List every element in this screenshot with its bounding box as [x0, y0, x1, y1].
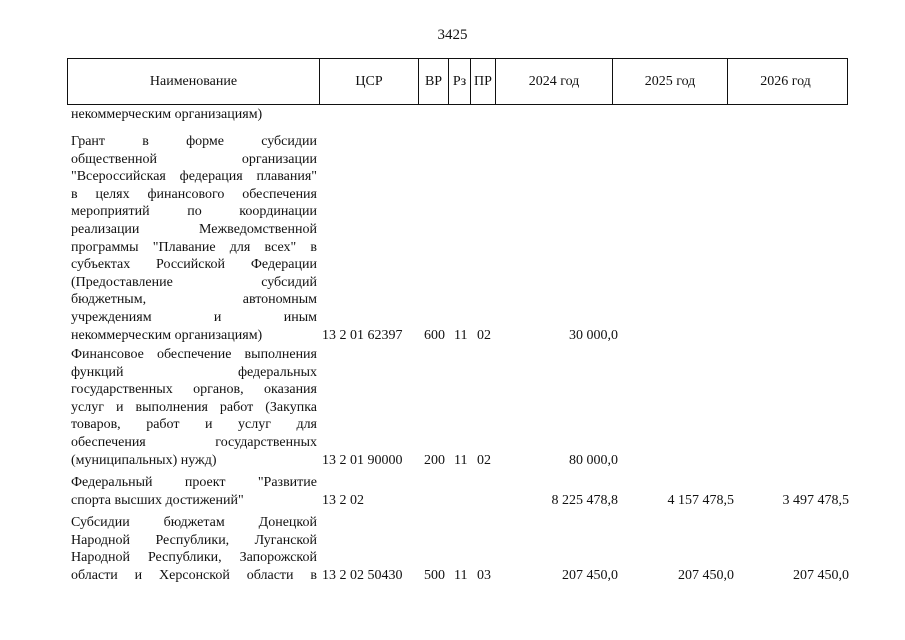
row-vr: 200 [424, 452, 445, 468]
row-name-line: области и Херсонской области в [71, 567, 317, 583]
row-pr: 02 [477, 327, 491, 343]
row-pr: 02 [477, 452, 491, 468]
row-2024: 30 000,0 [569, 327, 618, 343]
row-name-line: обеспечения государственных [71, 434, 317, 450]
row-name-line: некоммерческим организациям) [71, 107, 263, 122]
row-name [71, 133, 317, 344]
row-name [71, 514, 317, 584]
row-name-line: государственных органов, оказания [71, 382, 317, 398]
row-name-line: в целях финансового обеспечения [71, 186, 317, 202]
row-name [71, 346, 317, 469]
header-2025: 2025 год [613, 59, 728, 104]
row-rz: 11 [454, 567, 468, 583]
row-vr: 600 [424, 327, 445, 343]
row-name-line: субъектах Российской Федерации [71, 257, 317, 273]
row-name [71, 474, 317, 509]
row-csr: 13 2 02 [322, 492, 364, 508]
row-name-line: Грант в форме субсидии [71, 134, 317, 149]
header-2024: 2024 год [496, 59, 613, 104]
row-name-line: (Предоставление субсидий [71, 274, 317, 290]
row-csr: 13 2 02 50430 [322, 567, 403, 583]
row-name-line: Финансовое обеспечение выполнения [71, 347, 317, 362]
row-name [71, 106, 317, 124]
row-name-line: общественной организации [71, 151, 317, 167]
header-pr: ПР [471, 59, 496, 104]
row-rz: 11 [454, 452, 468, 468]
row-name-line: мероприятий по координации [71, 204, 317, 220]
row-name-line: (муниципальных) нужд) [71, 452, 217, 468]
header-vr: ВР [419, 59, 449, 104]
row-name-line: Федеральный проект "Развитие [71, 475, 317, 490]
row-csr: 13 2 01 90000 [322, 452, 403, 468]
header-rz: Рз [449, 59, 471, 104]
row-2024: 207 450,0 [562, 567, 618, 583]
header-csr: ЦСР [320, 59, 419, 104]
row-2024: 80 000,0 [569, 452, 618, 468]
page-number: 3425 [437, 27, 468, 43]
row-pr: 03 [477, 567, 491, 583]
header-2026: 2026 год [760, 73, 811, 89]
row-name-line: товаров, работ и услуг для [71, 417, 317, 433]
row-name-line: Субсидии бюджетам Донецкой [71, 515, 317, 530]
row-name-line: учреждениям и иным [71, 309, 317, 325]
row-name-line: бюджетным, автономным [71, 292, 317, 308]
row-name-line: Народной Республики, Запорожской [71, 550, 317, 566]
row-2025: 207 450,0 [678, 567, 734, 583]
row-name-line: функций федеральных [71, 364, 317, 380]
row-2026: 3 497 478,5 [782, 492, 849, 508]
row-name-line: реализации Межведомственной [71, 221, 317, 237]
row-2026: 207 450,0 [793, 567, 849, 583]
row-vr: 500 [424, 567, 445, 583]
table-header [67, 58, 848, 105]
row-name-line: "Всероссийская федерация плавания" [71, 169, 317, 185]
row-2025: 4 157 478,5 [667, 492, 734, 508]
row-name-line: программы "Плавание для всех" в [71, 239, 317, 255]
row-name-line: Народной Республики, Луганской [71, 532, 317, 548]
header-name: Наименование [68, 59, 320, 104]
row-rz: 11 [454, 327, 468, 343]
row-name-line: спорта высших достижений" [71, 492, 244, 508]
row-name-line: услуг и выполнения работ (Закупка [71, 399, 317, 415]
row-csr: 13 2 01 62397 [322, 327, 403, 343]
row-2024: 8 225 478,8 [551, 492, 618, 508]
row-name-line: некоммерческим организациям) [71, 327, 263, 343]
